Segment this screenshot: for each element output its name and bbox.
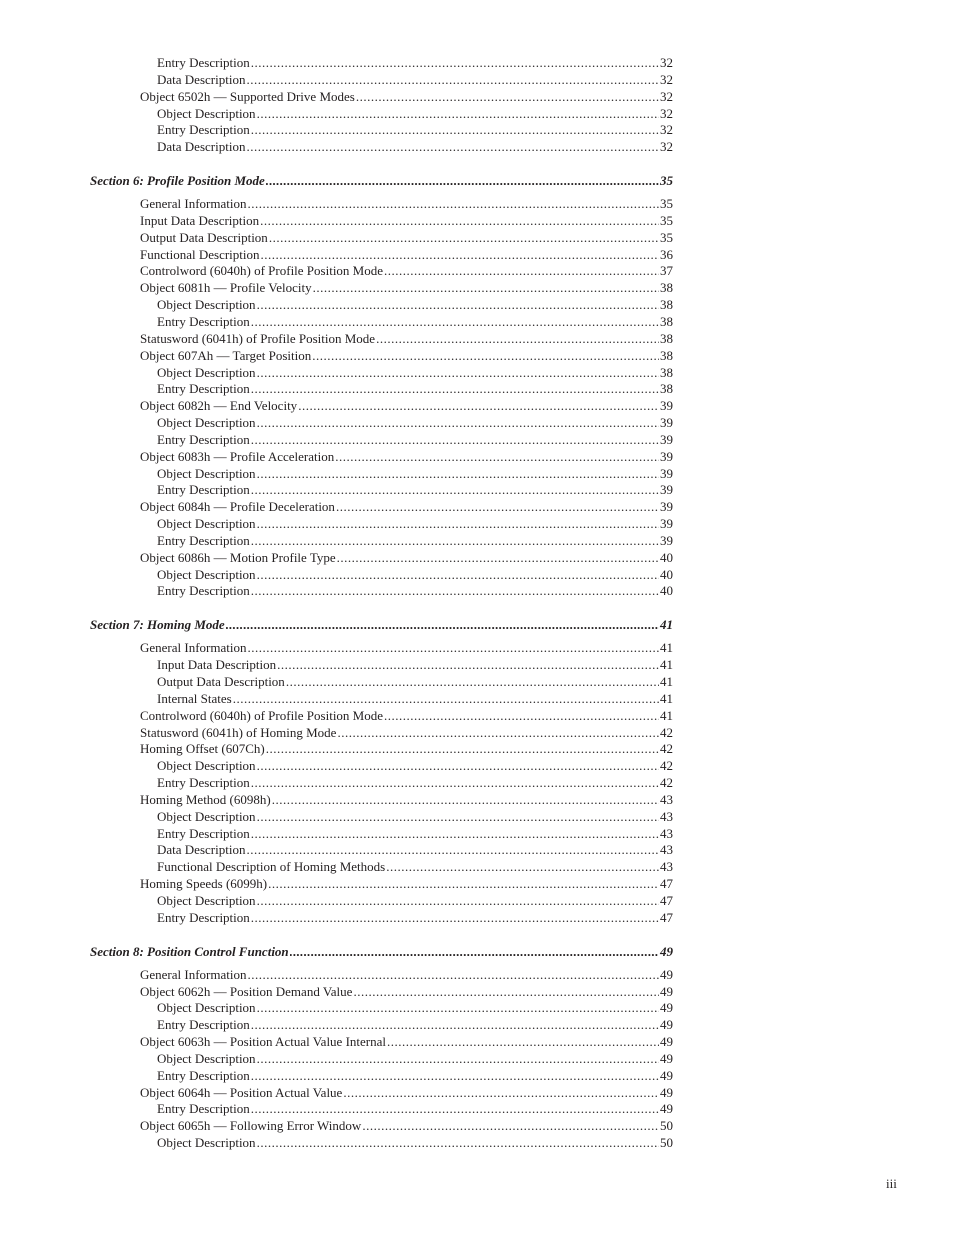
- toc-entry-title: Object 6083h — Profile Acceleration: [140, 448, 335, 464]
- dot-leader: [233, 691, 659, 708]
- toc-entry-title: Entry Description: [157, 1067, 250, 1083]
- dot-leader: [257, 758, 659, 775]
- toc-entry[interactable]: [0, 741, 954, 758]
- toc-entry-page: 40: [660, 583, 673, 599]
- dot-leader: [257, 466, 659, 483]
- toc-entry-title: Entry Description: [157, 825, 250, 841]
- toc-entry-page: 47: [660, 909, 673, 925]
- toc-entry[interactable]: [0, 809, 954, 826]
- toc-entry[interactable]: [0, 674, 954, 691]
- toc-entry[interactable]: [0, 398, 954, 415]
- dot-leader: [290, 943, 659, 961]
- toc-entry[interactable]: [0, 196, 954, 213]
- toc-entry-page: 39: [660, 499, 673, 515]
- toc-entry[interactable]: [0, 230, 954, 247]
- toc-entry-page: 49: [660, 1017, 673, 1033]
- toc-entry[interactable]: [0, 640, 954, 657]
- toc-entry[interactable]: [0, 758, 954, 775]
- toc-entry-title: Functional Description: [140, 246, 260, 262]
- toc-entry-title: Entry Description: [157, 381, 250, 397]
- toc-entry-page: 49: [660, 1067, 673, 1083]
- toc-entry[interactable]: [0, 567, 954, 584]
- dot-leader: [257, 516, 659, 533]
- toc-entry[interactable]: [0, 516, 954, 533]
- dot-leader: [251, 775, 659, 792]
- toc-entry-page: 39: [660, 431, 673, 447]
- toc-entry-title: Object Description: [157, 465, 256, 481]
- toc-entry-title: Homing Offset (607Ch): [140, 741, 265, 757]
- toc-entry-title: Entry Description: [157, 1101, 250, 1117]
- toc-entry[interactable]: [0, 1101, 954, 1118]
- toc-entry-title: Homing Speeds (6099h): [140, 876, 268, 892]
- toc-entry[interactable]: [0, 139, 954, 156]
- toc-entry-title: Data Description: [157, 71, 246, 87]
- dot-leader: [269, 230, 659, 247]
- toc-entry-title: Section 7: Homing Mode: [90, 617, 225, 633]
- dot-leader: [277, 657, 659, 674]
- dot-leader: [251, 122, 659, 139]
- toc-entry-title: Object 6064h — Position Actual Value: [140, 1084, 343, 1100]
- toc-entry-title: Object Description: [157, 364, 256, 380]
- toc-entry-page: 32: [660, 122, 673, 138]
- toc-entry-title: Output Data Description: [140, 229, 268, 245]
- dot-leader: [312, 348, 659, 365]
- toc-entry-title: Object Description: [157, 415, 256, 431]
- toc-entry-title: Statusword (6041h) of Homing Mode: [140, 724, 337, 740]
- dot-leader: [251, 381, 659, 398]
- toc-entry[interactable]: [0, 106, 954, 123]
- toc-entry-page: 39: [660, 415, 673, 431]
- toc-entry-title: Data Description: [157, 842, 246, 858]
- toc-entry[interactable]: [0, 247, 954, 264]
- toc-entry-page: 35: [660, 212, 673, 228]
- toc-entry[interactable]: [0, 499, 954, 516]
- toc-entry-page: 32: [660, 105, 673, 121]
- toc-entry-page: 43: [660, 825, 673, 841]
- toc-entry-title: Entry Description: [157, 1017, 250, 1033]
- dot-leader: [251, 432, 659, 449]
- toc-entry[interactable]: [0, 280, 954, 297]
- toc-entry-page: 50: [660, 1118, 673, 1134]
- toc-entry-title: Object 6063h — Position Actual Value Internal: [140, 1034, 386, 1050]
- dot-leader: [257, 415, 659, 432]
- toc-entry[interactable]: [0, 1051, 954, 1068]
- toc-entry-page: 32: [660, 88, 673, 104]
- toc-entry-page: 47: [660, 892, 673, 908]
- dot-leader: [384, 263, 659, 280]
- dot-leader: [266, 172, 659, 190]
- toc-entry-page: 41: [660, 617, 673, 633]
- toc-entry[interactable]: [0, 1034, 954, 1051]
- toc-entry-page: 38: [660, 280, 673, 296]
- dot-leader: [261, 247, 659, 264]
- toc-entry[interactable]: [0, 449, 954, 466]
- dot-leader: [353, 984, 659, 1001]
- toc-entry-page: 38: [660, 330, 673, 346]
- toc-entry[interactable]: [0, 910, 954, 927]
- toc-entry-title: Entry Description: [157, 482, 250, 498]
- toc-entry[interactable]: [0, 1000, 954, 1017]
- toc-entry-title: Section 6: Profile Position Mode: [90, 173, 265, 189]
- toc-entry-page: 38: [660, 313, 673, 329]
- toc-entry-title: Entry Description: [157, 55, 250, 70]
- toc-entry-page: 38: [660, 297, 673, 313]
- dot-leader: [251, 55, 659, 72]
- toc-entry-page: 42: [660, 775, 673, 791]
- dot-leader: [336, 499, 659, 516]
- toc-entry-page: 35: [660, 229, 673, 245]
- dot-leader: [298, 398, 659, 415]
- dot-leader: [251, 583, 659, 600]
- toc-entry[interactable]: [0, 415, 954, 432]
- toc-entry-page: 49: [660, 1050, 673, 1066]
- toc-entry-title: General Information: [140, 640, 247, 656]
- toc-entry-title: Object 6086h — Motion Profile Type: [140, 549, 336, 565]
- toc-entry[interactable]: [0, 725, 954, 742]
- toc-entry-page: 49: [660, 1101, 673, 1117]
- toc-entry-page: 47: [660, 876, 673, 892]
- toc-entry-page: 43: [660, 842, 673, 858]
- toc-entry-title: Entry Description: [157, 583, 250, 599]
- toc-entry[interactable]: [0, 348, 954, 365]
- toc-entry[interactable]: [0, 708, 954, 725]
- toc-entry-title: Object Description: [157, 808, 256, 824]
- dot-leader: [246, 72, 659, 89]
- toc-entry-page: 42: [660, 758, 673, 774]
- toc-entry-page: 49: [660, 983, 673, 999]
- toc-entry-title: Input Data Description: [140, 212, 260, 228]
- toc-entry-page: 32: [660, 139, 673, 155]
- dot-leader: [260, 213, 659, 230]
- dot-leader: [251, 1101, 659, 1118]
- toc-entry-title: Object Description: [157, 297, 256, 313]
- toc-entry-page: 41: [660, 690, 673, 706]
- dot-leader: [356, 89, 659, 106]
- toc-entry-page: 43: [660, 808, 673, 824]
- toc-entry[interactable]: [0, 381, 954, 398]
- dot-leader: [272, 792, 659, 809]
- dot-leader: [246, 139, 659, 156]
- toc-entry-page: 49: [660, 1034, 673, 1050]
- dot-leader: [251, 1068, 659, 1085]
- toc-entry[interactable]: [0, 691, 954, 708]
- dot-leader: [376, 331, 659, 348]
- dot-leader: [362, 1118, 659, 1135]
- toc-entry-page: 42: [660, 741, 673, 757]
- toc-entry-page: 43: [660, 791, 673, 807]
- toc-entry-title: Entry Description: [157, 313, 250, 329]
- toc-entry[interactable]: [0, 775, 954, 792]
- dot-leader: [257, 809, 659, 826]
- toc-entry-title: Object 6082h — End Velocity: [140, 398, 298, 414]
- dot-leader: [226, 616, 659, 634]
- toc-entry[interactable]: [0, 89, 954, 106]
- toc-entry[interactable]: [0, 876, 954, 893]
- dot-leader: [246, 842, 659, 859]
- toc-entry-page: 50: [660, 1135, 673, 1151]
- toc-entry-page: 39: [660, 398, 673, 414]
- dot-leader: [257, 106, 659, 123]
- toc-entry-title: Object Description: [157, 1000, 256, 1016]
- toc-entry[interactable]: [0, 314, 954, 331]
- toc-section-heading[interactable]: [0, 616, 954, 634]
- toc-entry-title: Object 6502h — Supported Drive Modes: [140, 88, 355, 104]
- toc-entry-title: Object Description: [157, 516, 256, 532]
- toc-entry[interactable]: [0, 657, 954, 674]
- toc-entry-page: 41: [660, 640, 673, 656]
- toc-entry-page: 32: [660, 55, 673, 70]
- dot-leader: [384, 708, 659, 725]
- toc-entry[interactable]: [0, 1085, 954, 1102]
- dot-leader: [251, 1017, 659, 1034]
- toc-entry[interactable]: [0, 826, 954, 843]
- toc-entry[interactable]: [0, 365, 954, 382]
- page-number: iii: [886, 1176, 897, 1191]
- toc-entry-page: 35: [660, 196, 673, 212]
- toc-entry[interactable]: [0, 1068, 954, 1085]
- toc-entry-page: 38: [660, 381, 673, 397]
- dot-leader: [257, 893, 659, 910]
- toc-entry[interactable]: [0, 842, 954, 859]
- dot-leader: [257, 1000, 659, 1017]
- toc-entry-title: Internal States: [157, 690, 232, 706]
- toc-entry-page: 49: [660, 943, 673, 959]
- dot-leader: [257, 1135, 659, 1152]
- toc-entry[interactable]: [0, 893, 954, 910]
- dot-leader: [257, 567, 659, 584]
- toc-entry-title: Controlword (6040h) of Profile Position Mode: [140, 707, 384, 723]
- toc-entry-page: 39: [660, 482, 673, 498]
- table-of-contents: [0, 55, 954, 1152]
- toc-entry-page: 36: [660, 246, 673, 262]
- toc-entry[interactable]: [0, 967, 954, 984]
- toc-entry-title: Object 6065h — Following Error Window: [140, 1118, 362, 1134]
- dot-leader: [251, 482, 659, 499]
- toc-entry-title: Statusword (6041h) of Profile Position Mode: [140, 330, 376, 346]
- toc-entry-title: Entry Description: [157, 122, 250, 138]
- toc-entry[interactable]: [0, 583, 954, 600]
- toc-entry-title: Object 6081h — Profile Velocity: [140, 280, 312, 296]
- toc-entry[interactable]: [0, 263, 954, 280]
- toc-entry-page: 49: [660, 966, 673, 982]
- toc-entry-title: Controlword (6040h) of Profile Position Mode: [140, 263, 384, 279]
- dot-leader: [251, 826, 659, 843]
- toc-entry-title: Data Description: [157, 139, 246, 155]
- toc-entry-title: Object 6084h — Profile Deceleration: [140, 499, 335, 515]
- dot-leader: [247, 640, 659, 657]
- toc-entry[interactable]: [0, 859, 954, 876]
- toc-entry-title: Object Description: [157, 1135, 256, 1151]
- toc-entry-title: Homing Method (6098h): [140, 791, 271, 807]
- toc-entry-title: Object Description: [157, 105, 256, 121]
- toc-entry-title: Entry Description: [157, 775, 250, 791]
- toc-entry-page: 39: [660, 532, 673, 548]
- toc-entry-title: Object Description: [157, 892, 256, 908]
- dot-leader: [337, 725, 659, 742]
- toc-entry[interactable]: [0, 432, 954, 449]
- toc-entry[interactable]: [0, 1017, 954, 1034]
- toc-entry[interactable]: [0, 466, 954, 483]
- dot-leader: [251, 314, 659, 331]
- dot-leader: [247, 967, 659, 984]
- dot-leader: [247, 196, 659, 213]
- toc-entry-title: Object Description: [157, 1050, 256, 1066]
- toc-entry-page: 38: [660, 347, 673, 363]
- toc-entry-title: Functional Description of Homing Methods: [157, 859, 386, 875]
- toc-entry-page: 32: [660, 71, 673, 87]
- toc-entry[interactable]: [0, 297, 954, 314]
- dot-leader: [337, 550, 659, 567]
- dot-leader: [335, 449, 659, 466]
- toc-entry-page: 37: [660, 263, 673, 279]
- toc-entry-page: 41: [660, 657, 673, 673]
- toc-entry-page: 41: [660, 674, 673, 689]
- toc-entry[interactable]: [0, 1135, 954, 1152]
- dot-leader: [386, 859, 659, 876]
- dot-leader: [257, 365, 659, 382]
- toc-entry-page: 35: [660, 173, 673, 189]
- toc-entry-title: Object Description: [157, 566, 256, 582]
- dot-leader: [251, 910, 659, 927]
- toc-entry-title: Entry Description: [157, 431, 250, 447]
- dot-leader: [257, 1051, 659, 1068]
- toc-entry-page: 49: [660, 1084, 673, 1100]
- toc-entry-page: 39: [660, 465, 673, 481]
- toc-entry-title: Output Data Description: [157, 674, 285, 689]
- toc-entry[interactable]: [0, 72, 954, 89]
- toc-entry-page: 41: [660, 707, 673, 723]
- toc-entry-page: 39: [660, 516, 673, 532]
- dot-leader: [266, 741, 659, 758]
- toc-entry-page: 38: [660, 364, 673, 380]
- dot-leader: [268, 876, 659, 893]
- toc-entry-title: Object Description: [157, 758, 256, 774]
- toc-entry[interactable]: [0, 122, 954, 139]
- toc-entry[interactable]: [0, 533, 954, 550]
- toc-entry-page: 40: [660, 549, 673, 565]
- toc-entry-title: Section 8: Position Control Function: [90, 943, 289, 959]
- toc-entry[interactable]: [0, 482, 954, 499]
- toc-section-heading[interactable]: [0, 943, 954, 961]
- toc-entry-title: Object 6062h — Position Demand Value: [140, 983, 353, 999]
- toc-entry[interactable]: [0, 55, 954, 72]
- toc-entry[interactable]: [0, 213, 954, 230]
- toc-entry-page: 42: [660, 724, 673, 740]
- dot-leader: [286, 674, 659, 691]
- toc-entry-title: Object 607Ah — Target Position: [140, 347, 312, 363]
- toc-entry-title: Entry Description: [157, 532, 250, 548]
- toc-entry-page: 49: [660, 1000, 673, 1016]
- toc-entry-page: 40: [660, 566, 673, 582]
- dot-leader: [313, 280, 659, 297]
- toc-entry[interactable]: [0, 984, 954, 1001]
- dot-leader: [387, 1034, 659, 1051]
- toc-entry[interactable]: [0, 1118, 954, 1135]
- toc-entry-title: Entry Description: [157, 909, 250, 925]
- toc-entry-title: Input Data Description: [157, 657, 277, 673]
- dot-leader: [251, 533, 659, 550]
- dot-leader: [257, 297, 659, 314]
- toc-section-heading[interactable]: [0, 172, 954, 190]
- toc-entry-title: General Information: [140, 196, 247, 212]
- toc-entry[interactable]: [0, 792, 954, 809]
- dot-leader: [343, 1085, 659, 1102]
- toc-entry-page: 39: [660, 448, 673, 464]
- toc-entry[interactable]: [0, 331, 954, 348]
- toc-entry[interactable]: [0, 550, 954, 567]
- toc-entry-page: 43: [660, 859, 673, 875]
- toc-entry-title: General Information: [140, 966, 247, 982]
